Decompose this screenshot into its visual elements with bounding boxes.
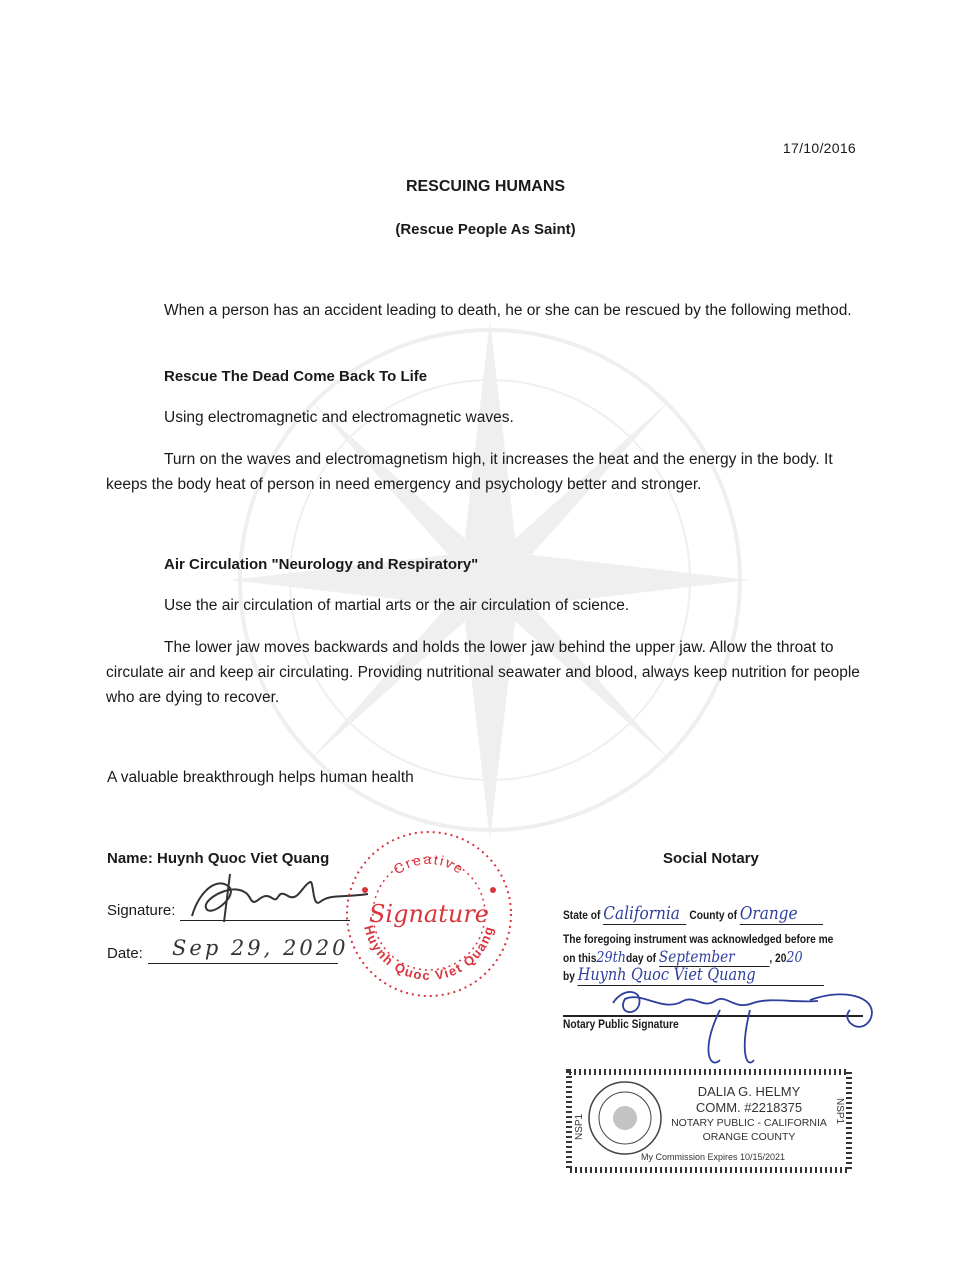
day-of-label: day of — [625, 951, 657, 965]
document-date: 17/10/2016 — [782, 140, 856, 156]
section1-paragraph: Turn on the waves and electromagnetism high, it increases the heat and the energy in the body. It keeps the body heat of person in need emergency and psychology better and stronger. — [106, 451, 833, 493]
seal-county: ORANGE COUNTY — [702, 1131, 796, 1143]
county-label: County of — [689, 908, 737, 922]
document-subtitle: (Rescue People As Saint) — [395, 221, 576, 238]
notary-seal — [563, 1068, 855, 1174]
seal-side-code-left: NSP1 — [574, 1113, 585, 1140]
seal-side-code-right: NSP1 — [834, 1098, 845, 1125]
intro-paragraph: When a person has an accident leading to death, he or she can be rescued by the following method. — [164, 302, 852, 319]
section1-heading: Rescue The Dead Come Back To Life — [164, 368, 428, 385]
day-value: 29th — [596, 948, 626, 966]
section2-line: Use the air circulation of martial arts or the air circulation of science. — [164, 597, 630, 614]
date-label: Date: — [107, 945, 143, 962]
seal-comm: COMM. #2218375 — [695, 1100, 803, 1115]
svg-text:Creative — [390, 851, 468, 878]
date-underline — [148, 963, 338, 964]
creative-signature-stamp — [343, 828, 515, 1000]
notary-sig-label: Notary Public Signature — [563, 1017, 679, 1031]
seal-title: NOTARY PUBLIC - CALIFORNIA — [671, 1117, 827, 1129]
document-title: RESCUING HUMANS — [405, 178, 566, 195]
signer-name: Name: Huynh Quoc Viet Quang — [107, 850, 330, 867]
stamp-center-text: Signature — [368, 900, 490, 928]
signature-label: Signature: — [107, 902, 176, 919]
section2-heading: Air Circulation "Neurology and Respiratory" — [164, 556, 479, 573]
seal-name: DALIA G. HELMY — [697, 1084, 801, 1099]
seal-expires: My Commission Expires 10/15/2021 — [640, 1152, 786, 1162]
closing-line: A valuable breakthrough helps human health — [107, 769, 414, 786]
year-prefix: , 20 — [769, 951, 787, 965]
handwritten-date: Sep 29, 2020 — [172, 936, 349, 960]
on-this-label: on this — [563, 951, 597, 965]
by-label: by — [563, 969, 575, 983]
svg-text:Huynh Quoc Viet Quang — [361, 924, 497, 983]
year-value: 20 — [786, 948, 803, 966]
stamp-bottom-text: Huynh Quoc Viet Quang — [361, 923, 497, 984]
by-value: Huynh Quoc Viet Quang — [578, 965, 825, 986]
stamp-top-text: Creative — [390, 850, 468, 878]
state-label: State of — [563, 908, 601, 922]
notary-flourish — [690, 990, 890, 1070]
county-value: Orange — [740, 903, 823, 925]
month-value: September — [659, 947, 770, 967]
social-notary-heading: Social Notary — [663, 850, 759, 867]
ack-text: The foregoing instrument was acknowledged before me — [563, 932, 834, 946]
state-value: California — [603, 903, 686, 925]
section1-line: Using electromagnetic and electromagnetic waves. — [164, 409, 514, 426]
section2-paragraph: The lower jaw moves backwards and holds the lower jaw behind the upper jaw. Allow the throat to circulate air and keep air circulating. Providing nutritional seawater and blood, always keep nutrition for people who are dying to recover. — [106, 639, 860, 706]
